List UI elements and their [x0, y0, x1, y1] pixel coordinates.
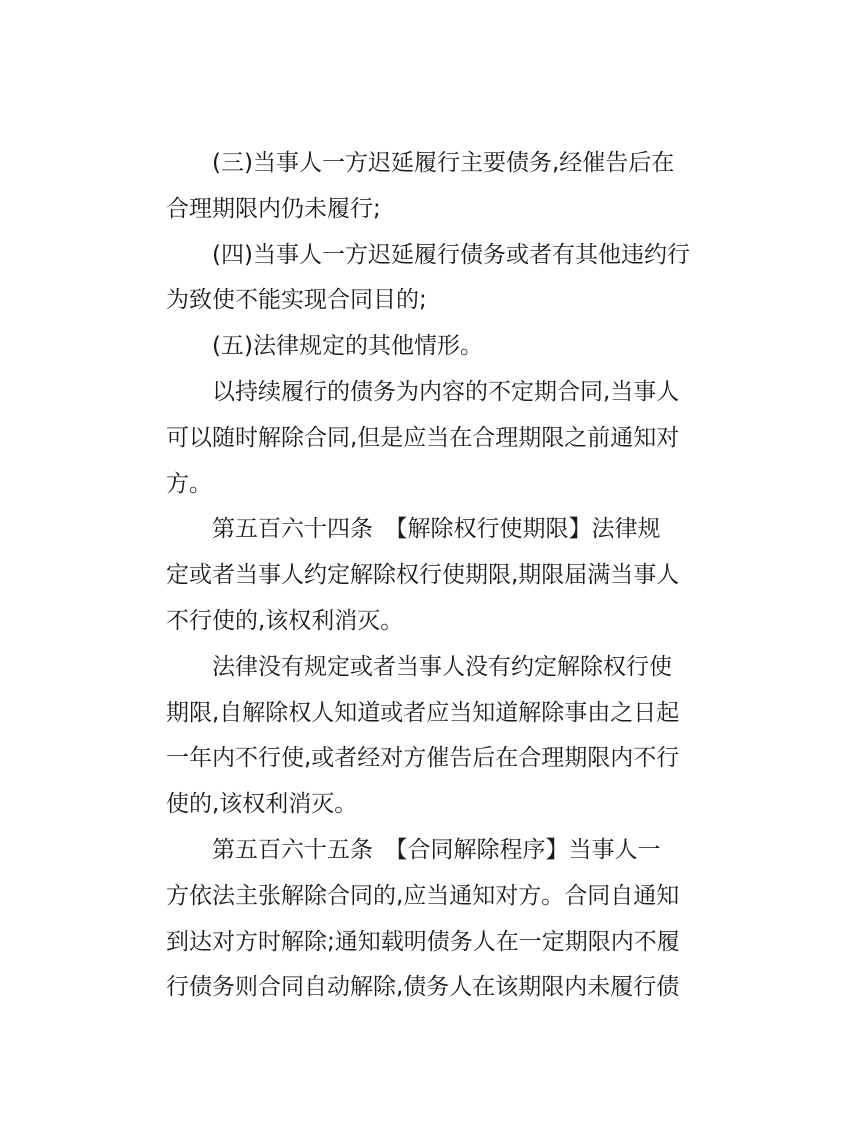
text-line: 法律没有规定或者当事人没有约定解除权行使 — [212, 653, 672, 680]
text-line: 为致使不能实现合同目的; — [166, 287, 427, 314]
text-line: 方。 — [166, 470, 212, 497]
text-line: 第五百六十四条 【解除权行使期限】法律规 — [212, 516, 661, 543]
text-line: 行债务则合同自动解除,债务人在该期限内未履行债 — [166, 974, 680, 1001]
text-line: 到达对方时解除;通知载明债务人在一定期限内不履 — [166, 928, 680, 955]
text-line: 不行使的,该权利消灭。 — [166, 607, 404, 634]
text-line: 第五百六十五条 【合同解除程序】当事人一 — [212, 836, 661, 863]
text-line: 定或者当事人约定解除权行使期限,期限届满当事人 — [166, 562, 680, 589]
text-line: 合理期限内仍未履行; — [166, 195, 381, 222]
text-line: (四)当事人一方迟延履行债务或者有其他违约行 — [212, 241, 690, 268]
text-line: 以持续履行的债务为内容的不定期合同,当事人 — [212, 378, 680, 405]
text-line: 方依法主张解除合同的,应当通知对方。合同自通知 — [166, 882, 680, 909]
text-line: (五)法律规定的其他情形。 — [212, 333, 483, 360]
text-line: 一年内不行使,或者经对方催告后在合理期限内不行 — [166, 745, 680, 772]
text-line: 可以随时解除合同,但是应当在合理期限之前通知对 — [166, 424, 680, 451]
text-line: 期限,自解除权人知道或者应当知道解除事由之日起 — [166, 699, 680, 726]
text-line: (三)当事人一方迟延履行主要债务,经催告后在 — [212, 150, 675, 176]
text-line: 使的,该权利消灭。 — [166, 791, 358, 818]
document-body — [166, 141, 694, 1011]
